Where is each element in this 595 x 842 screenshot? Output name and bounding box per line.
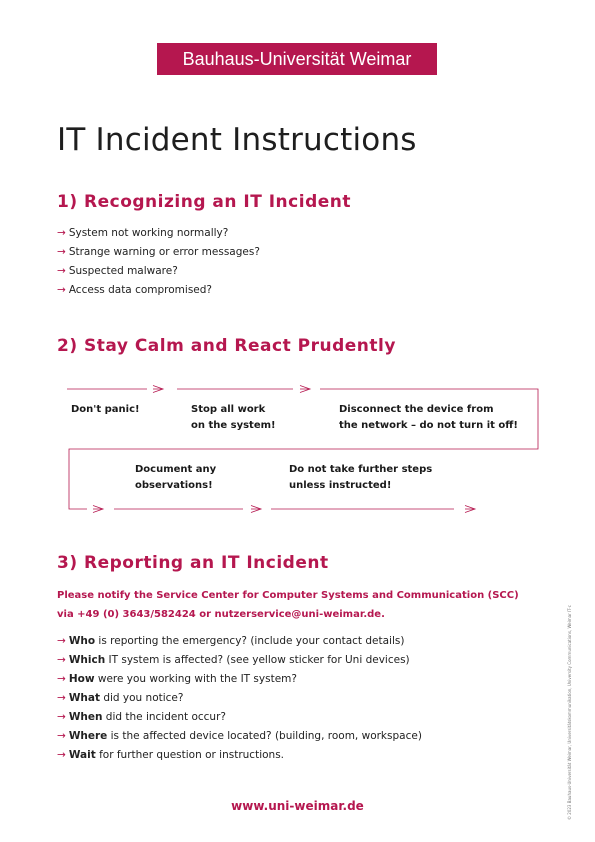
list-item: → Access data compromised? [57, 284, 212, 296]
flow-step: Document any observations! [135, 464, 217, 491]
university-logo [157, 43, 437, 75]
response-flowchart [0, 375, 595, 520]
flow-step: Stop all work on the system! [191, 404, 276, 431]
arrow-right-icon: → [57, 730, 66, 742]
arrow-right-icon: → [57, 654, 66, 666]
section2-heading: 2) Stay Calm and React Prudently [57, 336, 396, 356]
page-title: IT Incident Instructions [57, 122, 417, 158]
reporting-list [57, 632, 422, 765]
arrow-right-icon: → [57, 265, 66, 277]
arrow-right-icon: → [57, 692, 66, 704]
list-item: → Strange warning or error messages? [57, 246, 260, 258]
list-item: → System not working normally? [57, 227, 229, 239]
logo-text: Bauhaus-Universität Weimar [182, 48, 412, 69]
flow-step: Don't panic! [71, 404, 140, 415]
arrow-right-icon: → [57, 635, 66, 647]
flow-connector-lines [0, 375, 595, 520]
arrow-right-icon: → [57, 749, 66, 761]
section3-heading: 3) Reporting an IT Incident [57, 553, 329, 573]
recognition-list [57, 224, 260, 300]
contact-notice: Please notify the Service Center for Computer Systems and Communication (SCC) via +49 (0) 3643/582424 or nutzerservice@uni-weimar.de. [57, 590, 519, 620]
arrow-right-icon: → [57, 711, 66, 723]
flow-step: Do not take further steps unless instructed! [289, 464, 433, 491]
list-item: → Which IT system is affected? (see yellow sticker for Uni devices) [57, 654, 410, 666]
arrow-right-icon: → [57, 284, 66, 296]
flow-step: Disconnect the device from the network – do not turn it off! [339, 404, 518, 431]
website-link[interactable]: www.uni-weimar.de [231, 799, 364, 813]
arrow-right-icon: → [57, 246, 66, 258]
list-item: → Suspected malware? [57, 265, 178, 277]
arrow-right-icon: → [57, 227, 66, 239]
list-item: → Wait for further question or instructions. [57, 749, 285, 761]
list-item: → How were you working with the IT system? [57, 673, 297, 685]
section1-heading: 1) Recognizing an IT Incident [57, 192, 351, 212]
list-item: → When did the incident occur? [57, 711, 226, 723]
list-item: → Who is reporting the emergency? (include your contact details) [57, 635, 405, 647]
list-item: → What did you notice? [57, 692, 184, 704]
arrow-right-icon: → [57, 673, 66, 685]
list-item: → Where is the affected device located? (building, room, workspace) [57, 730, 422, 742]
side-credit: © 2023 Bauhaus-Universität Weimar, Universitätskommunikation, University Communications, Weimar IT-c [567, 605, 572, 820]
